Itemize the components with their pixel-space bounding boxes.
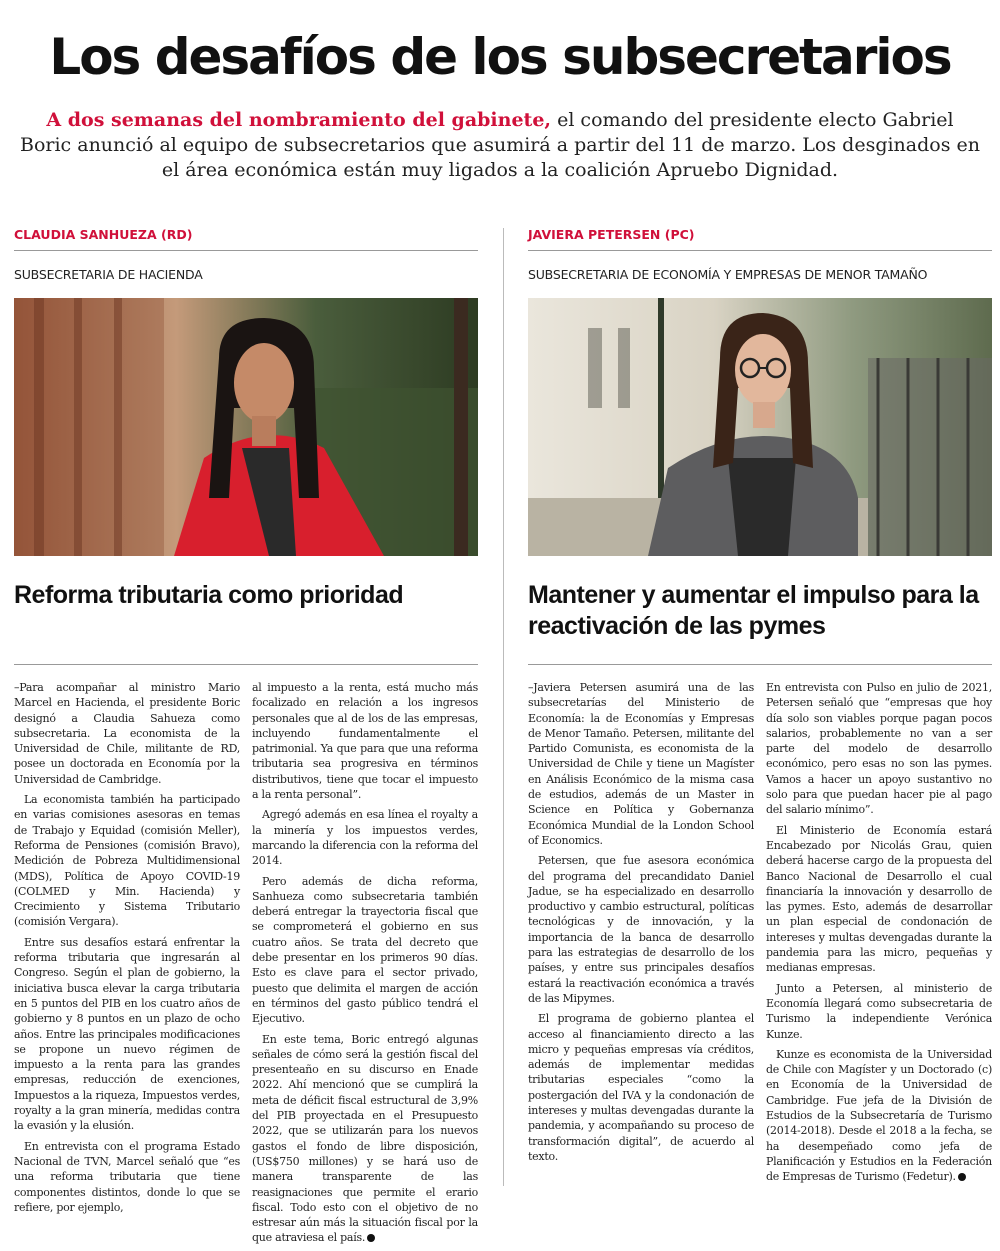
paragraph: Pero además de dicha reforma, Sanhueza como subsecretaria también deberá entregar la trayectoria fiscal que se comprometerá el gobierno en sus cuatro años. Se trata del decreto que debe presentar en los primeros 90 días. Esto es clave para el sector privado, puesto que delimita el margen de acción en términos del gasto público tendrá el Ejecutivo. <box>252 874 478 1026</box>
paragraph-last <box>252 1032 478 1246</box>
body-column-1 <box>528 680 754 1190</box>
body-column-1 <box>14 680 240 1251</box>
subheadline: Reforma tributaria como prioridad <box>14 581 404 609</box>
portrait-illustration <box>528 298 992 556</box>
article-body <box>528 680 992 1190</box>
end-mark-icon <box>367 1234 375 1242</box>
rule <box>14 664 478 665</box>
body-column-2 <box>766 680 992 1190</box>
paragraph-text: Kunze es economista de la Universidad de Chile con Magíster y un Doctorado (c) en Economía de la Universidad de Cambridge. Fue jefa de la División de Estudios de la Subsecretaría de Turismo (2014-2018). Desde el 2018 a la fecha, se ha desempeñado como jefa de Planificación y Estudios en la Federación de Empresas de Turismo (Fedetur). <box>766 1047 992 1184</box>
rule <box>528 664 992 665</box>
paragraph: El Ministerio de Economía estará Encabezado por Nicolás Grau, quien deberá hacerse cargo de la propuesta del Banco Nacional de Desarrollo el cual financiaría la innovación y desarrollo de las pymes. Esto, además de desarrollar un plan especial de condonación de intereses y multas devengadas durante la pandemia para las micro, pequeñas y medianas empresas. <box>766 823 992 975</box>
profile-role: SUBSECRETARIA DE ECONOMÍA Y EMPRESAS DE MENOR TAMAÑO <box>528 267 928 282</box>
article-dek <box>20 108 980 183</box>
dek-text: el comando del presidente electo Gabriel Boric anunció al equipo de subsecretarios que asumirá a partir del 11 de marzo. Los desginados en el área económica están muy ligados a la coalición Apruebo Dignidad. <box>20 109 980 181</box>
profile-name: JAVIERA PETERSEN (PC) <box>528 227 695 242</box>
portrait-illustration <box>14 298 478 556</box>
profile-petersen <box>528 227 992 1184</box>
paragraph: Junto a Petersen, al ministerio de Economía llegará como subsecretaria de Turismo la independiente Verónica Kunze. <box>766 981 992 1041</box>
column-divider <box>503 228 504 1186</box>
paragraph: La economista también ha participado en varias comisiones asesoras en temas de Trabajo y Equidad (comisión Meller), Reforma de Pensiones (comisión Bravo), Medición de Pobreza Multidimensional (MDS), Política de Apoyo COVID-19 (COLMED y Min. Hacienda) y Crecimiento y Sistema Tributario (comisión Vergara). <box>14 793 240 929</box>
paragraph: Petersen, que fue asesora económica del programa del precandidato Daniel Jadue, se ha especializado en desarrollo productivo y cambio estructural, políticas tecnológicas y de innovación, y la importancia de la banca de desarrollo para las estrategias de desarrollo de los países, y entre sus principales desafíos estará la reactivación económica a través de las Mipymes. <box>528 854 754 1005</box>
paragraph: Entre sus desafíos estará enfrentar la reforma tributaria que ingresarán al Congreso. Según el plan de gobierno, la iniciativa busca elevar la carga tributaria en 5 puntos del PIB en los cuatro años de gobierno y 8 puntos en un plazo de ocho años. Entre las principales modificaciones se propone un nuevo régimen de impuesto a la renta para las grandes empresas, reducción de exenciones, Impuestos a la riqueza, Impuestos verdes, royalty a la gran minería, medidas contra la evasión y la elusión. <box>14 935 240 1133</box>
paragraph: –Para acompañar al ministro Mario Marcel en Hacienda, el presidente Boric designó a Claudia Sahueza como subsecretaria. La economista de la Universidad de Chile, militante de RD, posee un doctorada en Economía por la Universidad de Cambridge. <box>14 681 240 786</box>
page-headline: Los desafíos de los subsecretarios <box>49 28 951 86</box>
paragraph-text: En este tema, Boric entregó algunas señales de cómo será la gestión fiscal del presenteaño en su discurso en Enade 2022. Ahí mencionó que se cumplirá la meta de déficit fiscal estructural de 3,9% del PIB proyectada en el Presupuesto 2022, que se utilizarán para los nuevos gastos el fondo de libre disposición, (US$750 millones) y se hará uso de manera transparente de las reasignaciones que permite el erario fiscal. Todo esto con el objetivo de no estresar aún más la situación fiscal por la que atraviesa el país. <box>252 1032 478 1245</box>
paragraph: Agregó además en esa línea el royalty a la minería y los impuestos verdes, marcando la diferencia con la reforma del 2014. <box>252 808 478 868</box>
paragraph: El programa de gobierno plantea el acceso al financiamiento directo a las micro y pequeñas empresas vía créditos, además de implementar medidas tributarias especiales “como la postergación del IVA y la condonación de intereses y multas devengadas durante la pandemia, y acompañando su proceso de transformación digital”, de acuerdo al texto. <box>528 1012 754 1163</box>
profile-name: CLAUDIA SANHUEZA (RD) <box>14 227 193 242</box>
paragraph: En entrevista con el programa Estado Nacional de TVN, Marcel señaló que “es una reforma tributaria que tiene componentes distintos, donde lo que se refiere, por ejemplo, <box>14 1139 240 1214</box>
body-column-2 <box>252 680 478 1251</box>
profile-role: SUBSECRETARIA DE HACIENDA <box>14 267 203 282</box>
end-mark-icon <box>958 1173 966 1181</box>
paragraph: al impuesto a la renta, está mucho más focalizado en relación a los ingresos personales que al de los de las empresas, incluyendo fundamentalmente el patrimonial. Ya que para que una reforma tributaria sea progresiva en términos distributivos, tiene que tocar el impuesto a la renta personal”. <box>252 681 478 802</box>
portrait-photo-petersen <box>528 298 992 556</box>
article-body <box>14 680 478 1251</box>
dek-lead: A dos semanas del nombramiento del gabinete, <box>46 109 552 131</box>
paragraph: En entrevista con Pulso en julio de 2021, Petersen señaló que “empresas que hoy día solo son viables porque pagan pocos salarios, probablemente no van a ser parte del modelo de desarrollo económico, pero esas no son las pymes. Vamos a hacer un apoyo sustantivo no solo para que puedan hacer pie al pago del salario mínimo”. <box>766 681 992 817</box>
paragraph: –Javiera Petersen asumirá una de las subsecretarías del Ministerio de Economía: la de Economías y Empresas de Menor Tamaño. Petersen, militante del Partido Comunista, es economista de la Universidad de Chile y tiene un Magíster en Análisis Económico de la misma casa de estudios, además de un Master in Science en Política y Gobernanza Económica Mundial de la London School of Economics. <box>528 681 754 847</box>
paragraph-last <box>766 1047 992 1185</box>
subheadline: Mantener y aumentar el impulso para la reactivación de las pymes <box>528 581 979 640</box>
profile-sanhueza <box>14 227 478 1245</box>
portrait-photo-sanhueza <box>14 298 478 556</box>
